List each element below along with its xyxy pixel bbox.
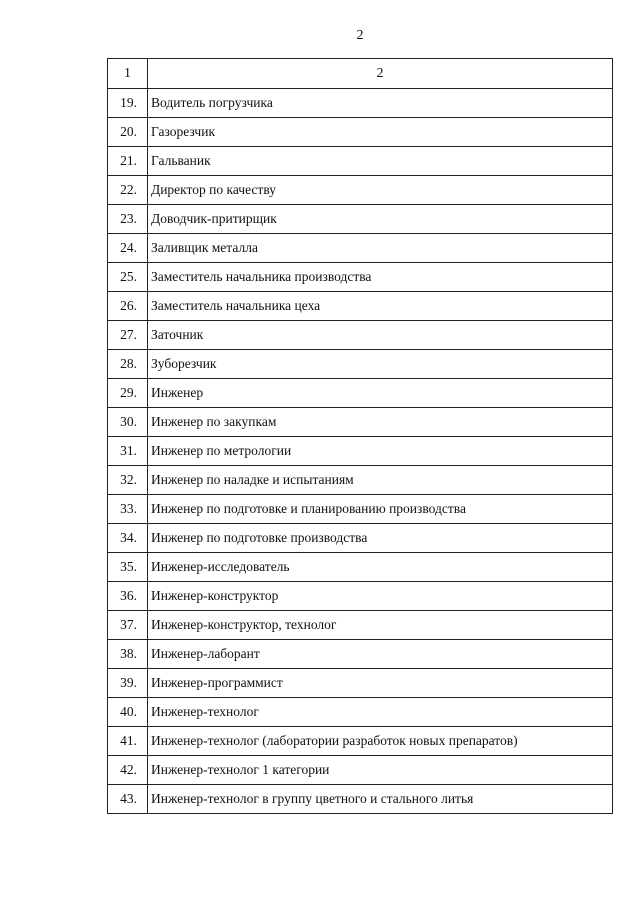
position-name: Инженер по подготовке и планированию производства <box>148 495 613 524</box>
position-name: Инженер по подготовке производства <box>148 524 613 553</box>
table-row <box>108 89 613 118</box>
row-number: 23. <box>108 205 148 234</box>
position-name: Инженер-технолог (лаборатории разработок новых препаратов) <box>148 727 613 756</box>
position-name: Заместитель начальника цеха <box>148 292 613 321</box>
table-row <box>108 524 613 553</box>
table-row <box>108 321 613 350</box>
position-name: Заточник <box>148 321 613 350</box>
row-number: 33. <box>108 495 148 524</box>
table-row <box>108 379 613 408</box>
table-header-row <box>108 59 613 89</box>
table-row <box>108 466 613 495</box>
table-row <box>108 176 613 205</box>
position-name: Заместитель начальника производства <box>148 263 613 292</box>
table-row <box>108 756 613 785</box>
table-row <box>108 495 613 524</box>
position-name: Водитель погрузчика <box>148 89 613 118</box>
row-number: 20. <box>108 118 148 147</box>
position-name: Инженер <box>148 379 613 408</box>
row-number: 19. <box>108 89 148 118</box>
positions-table <box>107 58 613 814</box>
row-number: 22. <box>108 176 148 205</box>
row-number: 21. <box>108 147 148 176</box>
table-row <box>108 640 613 669</box>
table-row <box>108 350 613 379</box>
row-number: 41. <box>108 727 148 756</box>
position-name: Инженер-технолог <box>148 698 613 727</box>
row-number: 35. <box>108 553 148 582</box>
row-number: 26. <box>108 292 148 321</box>
position-name: Доводчик-притирщик <box>148 205 613 234</box>
page-number: 2 <box>356 28 364 43</box>
row-number: 34. <box>108 524 148 553</box>
position-name: Директор по качеству <box>148 176 613 205</box>
table-row <box>108 205 613 234</box>
position-name: Инженер-исследователь <box>148 553 613 582</box>
table-row <box>108 263 613 292</box>
position-name: Инженер-технолог в группу цветного и стального литья <box>148 785 613 814</box>
position-name: Гальваник <box>148 147 613 176</box>
table-row <box>108 727 613 756</box>
position-name: Газорезчик <box>148 118 613 147</box>
table-row <box>108 234 613 263</box>
row-number: 38. <box>108 640 148 669</box>
row-number: 28. <box>108 350 148 379</box>
position-name: Инженер по наладке и испытаниям <box>148 466 613 495</box>
table-row <box>108 611 613 640</box>
row-number: 43. <box>108 785 148 814</box>
table-row <box>108 147 613 176</box>
position-name: Заливщик металла <box>148 234 613 263</box>
row-number: 40. <box>108 698 148 727</box>
row-number: 36. <box>108 582 148 611</box>
position-name: Инженер-технолог 1 категории <box>148 756 613 785</box>
position-name: Инженер-программист <box>148 669 613 698</box>
row-number: 27. <box>108 321 148 350</box>
row-number: 32. <box>108 466 148 495</box>
row-number: 25. <box>108 263 148 292</box>
table-row <box>108 698 613 727</box>
table-row <box>108 785 613 814</box>
row-number: 39. <box>108 669 148 698</box>
table-row <box>108 582 613 611</box>
position-name: Инженер по метрологии <box>148 437 613 466</box>
row-number: 24. <box>108 234 148 263</box>
table-row <box>108 118 613 147</box>
row-number: 31. <box>108 437 148 466</box>
position-name: Инженер-конструктор, технолог <box>148 611 613 640</box>
row-number: 29. <box>108 379 148 408</box>
row-number: 42. <box>108 756 148 785</box>
row-number: 37. <box>108 611 148 640</box>
table-row <box>108 292 613 321</box>
column-header-name: 2 <box>148 59 613 89</box>
table-row <box>108 437 613 466</box>
row-number: 30. <box>108 408 148 437</box>
position-name: Инженер-конструктор <box>148 582 613 611</box>
position-name: Зуборезчик <box>148 350 613 379</box>
position-name: Инженер-лаборант <box>148 640 613 669</box>
table-row <box>108 408 613 437</box>
column-header-number: 1 <box>108 59 148 89</box>
table-row <box>108 669 613 698</box>
table-row <box>108 553 613 582</box>
position-name: Инженер по закупкам <box>148 408 613 437</box>
